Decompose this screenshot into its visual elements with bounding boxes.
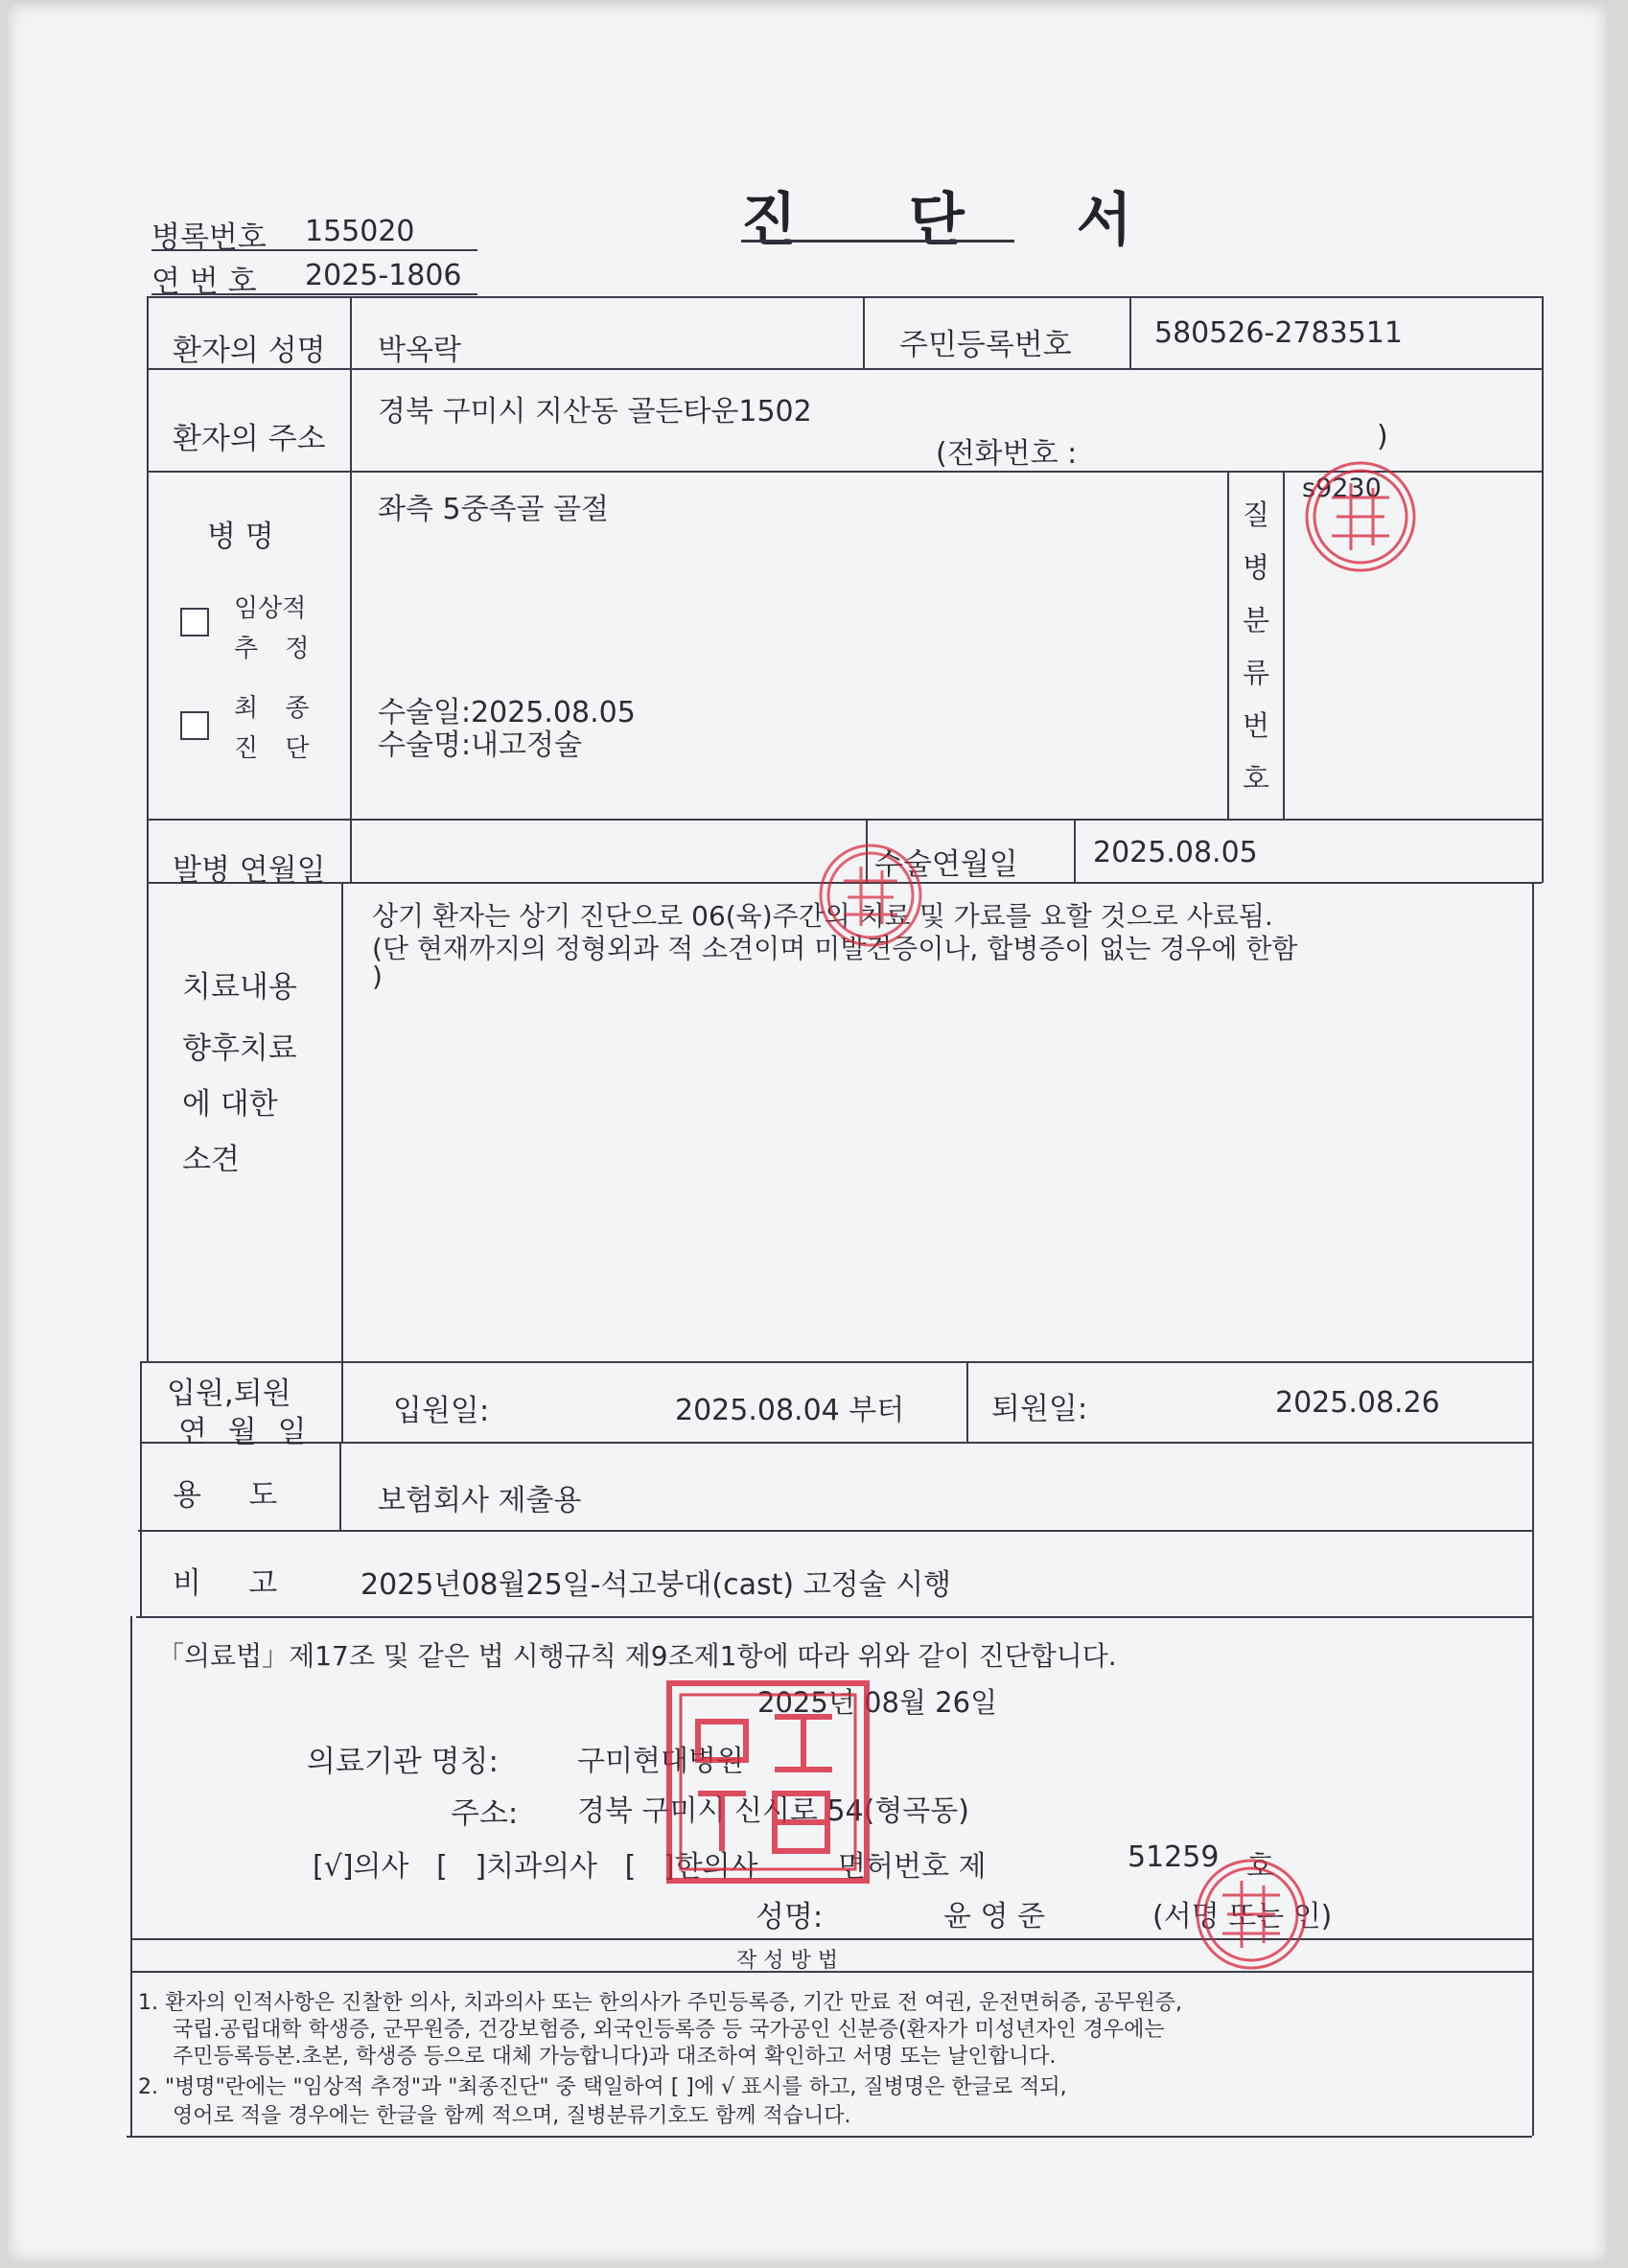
disease-code-label-char: 류: [1242, 657, 1269, 689]
table-left-border: [140, 1361, 142, 1616]
record-no-value: 155020: [305, 215, 415, 248]
row-divider: [147, 368, 1542, 370]
col-divider: [350, 296, 352, 883]
doctor-type-checkboxes[interactable]: [√]의사 [ ]치과의사 [ ]한의사: [313, 1850, 758, 1884]
license-suffix: 호: [1246, 1850, 1274, 1884]
doctor-seal-stamp: [1298, 454, 1423, 579]
col-divider: [339, 1442, 341, 1530]
surgery-date-note: 수술일:2025.08.05: [378, 696, 636, 729]
col-divider: [1129, 296, 1131, 368]
admission-label-1: 입원,퇴원: [167, 1377, 291, 1411]
treatment-label-3: 에 대한: [182, 1087, 278, 1122]
record-no-label: 병록번호: [151, 220, 267, 255]
row-divider: [136, 1616, 1532, 1618]
diagnosis-label: 병 명: [207, 520, 274, 554]
disease-code-label-char: 분: [1242, 604, 1269, 636]
disease-code-label-char: 질: [1242, 498, 1269, 531]
license-label: 면허번호 제: [838, 1850, 987, 1884]
institution-address-label: 주소:: [451, 1796, 519, 1831]
treatment-opinion-line2: (단 현재까지의 정형외과 적 소견이며 미발견증이나, 합병증이 없는 경우에 한함: [372, 933, 1298, 964]
institution-name: 구미현대병원: [577, 1745, 744, 1778]
disease-code-label-char: 번: [1242, 709, 1269, 742]
col-divider: [341, 882, 343, 1442]
clinical-label-2: 추 정: [234, 635, 319, 663]
serial-value: 2025-1806: [305, 259, 462, 292]
phone-close: ): [1377, 420, 1388, 453]
discharge-date: 2025.08.26: [1275, 1386, 1440, 1420]
clinical-label-1: 임상적: [234, 594, 307, 623]
table-top-border: [147, 296, 1542, 298]
row-divider: [138, 1530, 1532, 1532]
diagnosis-certificate-paper: [8, 4, 1607, 2262]
signer-name: 윤 영 준: [943, 1900, 1046, 1933]
treatment-label-2: 향후치료: [182, 1031, 297, 1066]
disease-code-label-char: 호: [1242, 762, 1269, 795]
clinical-estimate-checkbox[interactable]: [180, 608, 209, 636]
row-divider: [140, 1442, 1532, 1444]
institution-address: 경북 구미시 신시로 54(형곡동): [577, 1794, 969, 1828]
row-divider: [147, 819, 1542, 821]
admission-label-2: 연 월 일: [178, 1415, 313, 1449]
final-label-1: 최 종: [234, 694, 319, 723]
sign-note: (서명 또는 인): [1152, 1900, 1333, 1933]
serial-underline: [151, 293, 477, 295]
serial-label: 연 번 호: [151, 265, 257, 299]
instruction-2-line2: 영어로 적을 경우에는 한글을 함께 적으며, 질병분류기호도 함께 적습니다.: [173, 2104, 851, 2128]
instruction-1-line2: 국립.공립대학 학생증, 군무원증, 건강보험증, 외국인등록증 등 국가공인 신분증(환자가 미성년자인 경우에는: [173, 2018, 1165, 2042]
correction-seal-stamp: [813, 838, 928, 953]
instruction-1-line3: 주민등록등본.초본, 학생증 등으로 대체 가능합니다)과 대조하여 확인하고 서명 또는 날인합니다.: [173, 2045, 1057, 2069]
row-divider: [142, 1361, 1532, 1363]
table-right-border: [1542, 296, 1544, 883]
admit-label: 입원일:: [393, 1394, 490, 1428]
instruction-2-line1: 2. "병명"란에는 "임상적 추정"과 "최종진단" 중 택일하여 [ ]에 √ 표시를 하고, 질병명은 한글로 적되,: [138, 2075, 1067, 2099]
instructions-header: 작 성 방 법: [736, 1949, 838, 1973]
surgery-date-label: 수술연월일: [874, 847, 1018, 882]
record-no-underline: [151, 249, 477, 251]
institution-label: 의료기관 명칭:: [307, 1745, 499, 1779]
rrn-label: 주민등록번호: [899, 328, 1072, 362]
col-divider: [966, 1361, 968, 1442]
instruction-1-line1: 1. 환자의 인적사항은 진찰한 의사, 치과의사 또는 한의사가 주민등록증, 기간 만료 전 여권, 운전면허증, 공무원증,: [138, 1991, 1182, 2015]
document-title: 진 단 서: [741, 187, 1178, 254]
disease-code: s9230: [1302, 474, 1382, 503]
onset-label: 발병 연월일: [173, 853, 326, 888]
phone-label: (전화번호 :: [936, 437, 1078, 471]
disease-name: 좌측 5중족골 골절: [378, 493, 610, 526]
treatment-opinion-line1: 상기 환자는 상기 진단으로 06(육)주간의 치료 및 가료를 요할 것으로 사료됨.: [372, 900, 1273, 932]
remarks-value: 2025년08월25일-석고붕대(cast) 고정술 시행: [360, 1568, 952, 1602]
patient-name-label: 환자의 성명: [173, 334, 326, 368]
treatment-opinion-line3: ): [372, 960, 383, 992]
col-divider: [863, 296, 865, 368]
address-value: 경북 구미시 지산동 골든타운1502: [378, 395, 812, 428]
final-diagnosis-checkbox[interactable]: [180, 711, 209, 740]
remarks-label: 비 고: [173, 1566, 278, 1601]
col-divider: [1283, 471, 1285, 819]
title-underline: [741, 240, 1014, 243]
purpose-value: 보험회사 제출용: [378, 1484, 582, 1517]
surgery-name-note: 수술명:내고정술: [378, 729, 582, 762]
license-number: 51259: [1128, 1840, 1220, 1874]
table-left-border: [147, 296, 149, 1361]
address-label: 환자의 주소: [173, 422, 326, 456]
signer-seal-stamp: [1189, 1852, 1314, 1977]
certification-date: 2025년 08월 26일: [757, 1686, 998, 1719]
patient-name: 박옥락: [378, 334, 461, 367]
table-bottom-border: [127, 2136, 1532, 2138]
final-label-2: 진 단: [234, 734, 319, 763]
row-divider: [130, 1938, 1532, 1940]
certification-statement: 「의료법」제17조 및 같은 법 시행규칙 제9조제1항에 따라 위와 같이 진단합니다.: [157, 1640, 1117, 1672]
admit-date: 2025.08.04 부터: [675, 1394, 905, 1427]
surgery-date-value: 2025.08.05: [1093, 836, 1258, 869]
col-divider: [1227, 471, 1229, 819]
col-divider: [1074, 819, 1076, 882]
purpose-label: 용 도: [173, 1478, 278, 1513]
treatment-label-4: 소견: [182, 1143, 240, 1177]
treatment-label-1: 치료내용: [182, 970, 297, 1005]
signer-label: 성명:: [756, 1900, 824, 1934]
table-right-border: [1532, 882, 1534, 2136]
disease-code-label-char: 병: [1242, 551, 1269, 584]
rrn-value: 580526-2783511: [1154, 316, 1403, 350]
hospital-seal-stamp: [660, 1674, 876, 1890]
table-left-border: [130, 1616, 132, 2136]
discharge-label: 퇴원일:: [991, 1392, 1088, 1426]
